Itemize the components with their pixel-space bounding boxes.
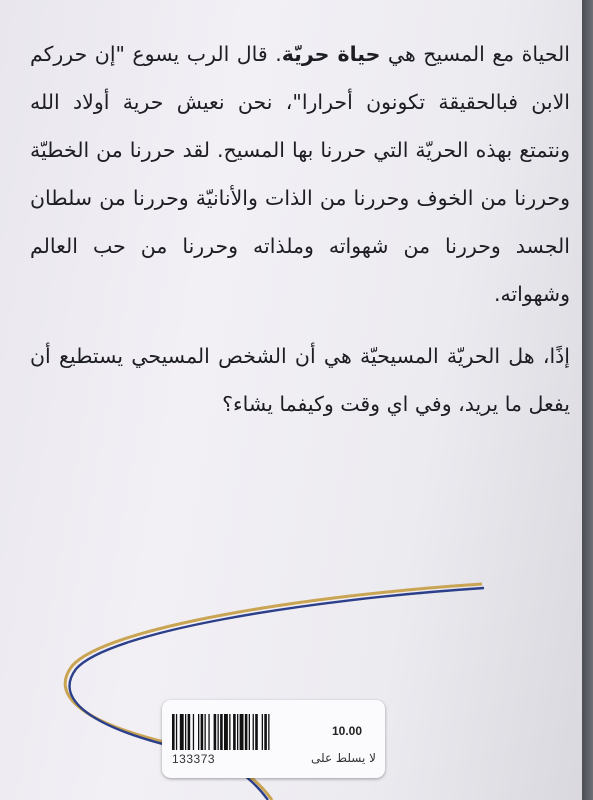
barcode	[172, 714, 310, 750]
barcode-bar	[224, 714, 228, 750]
barcode-bar	[240, 714, 244, 750]
barcode-bar	[253, 714, 254, 750]
barcode-bar	[205, 714, 206, 750]
price-sticker	[162, 700, 385, 778]
barcode-bar	[249, 714, 250, 750]
barcode-bar	[229, 714, 230, 750]
paragraph-1-bold-phrase: حياة حريّة	[281, 42, 381, 66]
barcode-bar	[218, 714, 219, 750]
barcode-bar	[198, 714, 199, 750]
barcode-bar	[180, 714, 184, 750]
paragraph-1-part-1: الحياة مع المسيح هي	[380, 42, 570, 66]
barcode-bar	[255, 714, 258, 750]
barcode-bar	[233, 714, 236, 750]
barcode-bar	[214, 714, 217, 750]
barcode-bar	[262, 714, 263, 750]
barcode-bar	[172, 714, 175, 750]
barcode-bar	[264, 714, 267, 750]
barcode-number: 133373	[172, 752, 216, 766]
barcode-bar	[201, 714, 204, 750]
barcode-bar	[220, 714, 223, 750]
barcode-bar	[245, 714, 248, 750]
paragraph-1-part-2: . قال الرب يسوع "إن حرركم الابن فبالحقيقة تكونون أحرارا"، نحن نعيش حرية أولاد الله ونتمتع بهذه الحريّة التي حررنا بها المسيح. لقد حررنا من الخطيّة وحررنا من الخوف وحررنا من الذات والأنانيّة وحررنا من سلطان الجسد وحررنا من شهواته وملذاته وحررنا من حب العالم وشهواته.	[30, 42, 570, 306]
barcode-bar	[268, 714, 269, 750]
page-edge	[582, 0, 593, 800]
paragraph-2: إذًا، هل الحريّة المسيحيّة هي أن الشخص المسيحي يستطيع أن يفعل ما يريد، وفي اي وقت وكيفما يشاء؟	[30, 344, 570, 416]
barcode-bar	[185, 714, 186, 750]
barcode-bar	[237, 714, 238, 750]
price-label: 10.00	[331, 724, 363, 738]
barcode-bar	[193, 714, 194, 750]
barcode-bar	[176, 714, 177, 750]
barcode-bar	[208, 714, 209, 750]
barcode-bar	[188, 714, 191, 750]
sticker-notice: لا يسلط على	[310, 751, 376, 765]
